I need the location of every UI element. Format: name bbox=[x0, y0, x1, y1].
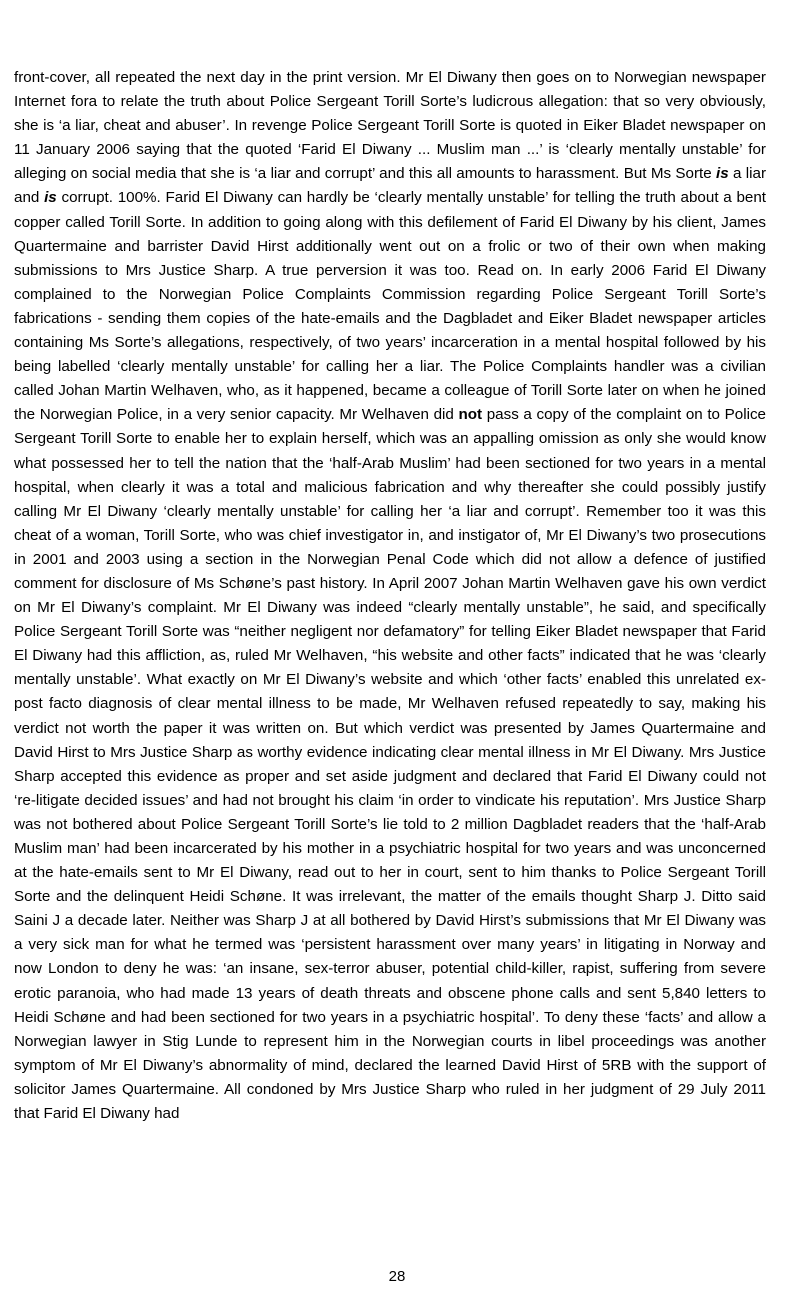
text-run: front-cover, all repeated the next day in the print version. Mr El Diwany then goes on to Norwegian newspaper Internet fora to relate the truth about Police Sergeant Torill Sorte’s ludicrous allegation: that so very obviously, she is ‘a liar, cheat and abuser’. In revenge Police Sergeant Torill Sorte is quoted in Eiker Bladet newspaper on 11 January 2006 saying that the quoted ‘Farid El Diwany ... Muslim man ...’ is ‘clearly mentally unstable’ for alleging on social media that she is ‘a liar and corrupt’ and this all amounts to harassment. But Ms Sorte bbox=[14, 69, 766, 183]
emphasis-run: is bbox=[44, 189, 57, 207]
text-run: a liar and bbox=[14, 165, 766, 207]
bold-run: not bbox=[458, 406, 483, 424]
text-run: corrupt. 100%. Farid El Diwany can hardly be ‘clearly mentally unstable’ for telling the truth about a bent copper called Torill Sorte. In addition to going along with this defilement of Farid El Diwany by his client, James Quartermaine and barrister David Hirst additionally went out on a frolic or two of their own when making submissions to Mrs Justice Sharp. A true perversion it was too. Read on. In early 2006 Farid El Diwany complained to the Norwegian Police Complaints Commission regarding Police Sergeant Torill Sorte’s fabrications - sending them copies of the hate-emails and the Dagbladet and Eiker Bladet newspaper articles containing Ms Sorte’s allegations, respectively, of two years’ incarceration in a mental hospital followed by his being labelled ‘clearly mentally unstable’ for calling her a liar. The Police Complaints handler was a civilian called Johan Martin Welhaven, who, as it happened, became a colleague of Torill Sorte later on when he joined the Norwegian Police, in a very senior capacity. Mr Welhaven did bbox=[14, 189, 766, 424]
text-run: pass a copy of the complaint on to Police Sergeant Torill Sorte to enable her to explain herself, which was an appalling omission as only she would know what possessed her to tell the nation that the ‘half-Arab Muslim’ had been sectioned for two years in a mental hospital, when clearly it was a total and malicious fabrication and why thereafter she could possibly justify calling Mr El Diwany ‘clearly mentally unstable’ for calling her ‘a liar and corrupt’. Remember too it was this cheat of a woman, Torill Sorte, who was chief investigator in, and instigator of, Mr El Diwany’s two prosecutions in 2001 and 2003 using a section in the Norwegian Penal Code which did not allow a defence of justified comment for disclosure of Ms Schøne’s past history. In April 2007 Johan Martin Welhaven gave his own verdict on Mr El Diwany’s complaint. Mr El Diwany was indeed “clearly mentally unstable”, he said, and specifically Police Sergeant Torill Sorte was “neither negligent nor defamatory” for telling Eiker Bladet newspaper that Farid El Diwany had this affliction, as, ruled Mr Welhaven, “his website and other facts” indicated that he was ‘clearly mentally unstable’. What exactly on Mr El Diwany’s website and which ‘other facts’ enabled this unrelated ex-post facto diagnosis of clear mental illness to be made, Mr Welhaven refused repeatedly to say, making his verdict not worth the paper it was written on. But which verdict was presented by James Quartermaine and David Hirst to Mrs Justice Sharp as worthy evidence indicating clear mental illness in Mr El Diwany. Mrs Justice Sharp accepted this evidence as proper and set aside judgment and declared that Farid El Diwany could not ‘re-litigate decided issues’ and had not brought his claim ‘in order to vindicate his reputation’. Mrs Justice Sharp was not bothered about Police Sergeant Torill Sorte’s lie told to 2 million Dagbladet readers that the ‘half-Arab Muslim man’ had been incarcerated by his mother in a psychiatric hospital for two years and was unconcerned at the hate-emails sent to Mr El Diwany, read out to her in court, sent to him thanks to Police Sergeant Torill Sorte and the delinquent Heidi Schøne. It was irrelevant, the matter of the emails thought Sharp J. Ditto said Saini J a decade later. Neither was Sharp J at all bothered by David Hirst’s submissions that Mr El Diwany was a very sick man for what he termed was ‘persistent harassment over many years’ in litigating in Norway and now London to deny he was: ‘an insane, sex-terror abuser, potential child-killer, rapist, suffering from severe erotic paranoia, who had made 13 years of death threats and obscene phone calls and sent 5,840 letters to Heidi Schøne and had been sectioned for two years in a psychiatric hospital’. To deny these ‘facts’ and allow a Norwegian lawyer in Stig Lunde to represent him in the Norwegian courts in libel proceedings was another symptom of Mr El Diwany’s abnormality of mind, declared the learned David Hirst of 5RB with the support of solicitor James Quartermaine. All condoned by Mrs Justice Sharp who ruled in her judgment of 29 July 2011 that Farid El Diwany had bbox=[14, 406, 766, 1123]
emphasis-run: is bbox=[716, 165, 729, 183]
body-paragraph bbox=[14, 66, 766, 1126]
page-number: 28 bbox=[388, 1268, 406, 1285]
